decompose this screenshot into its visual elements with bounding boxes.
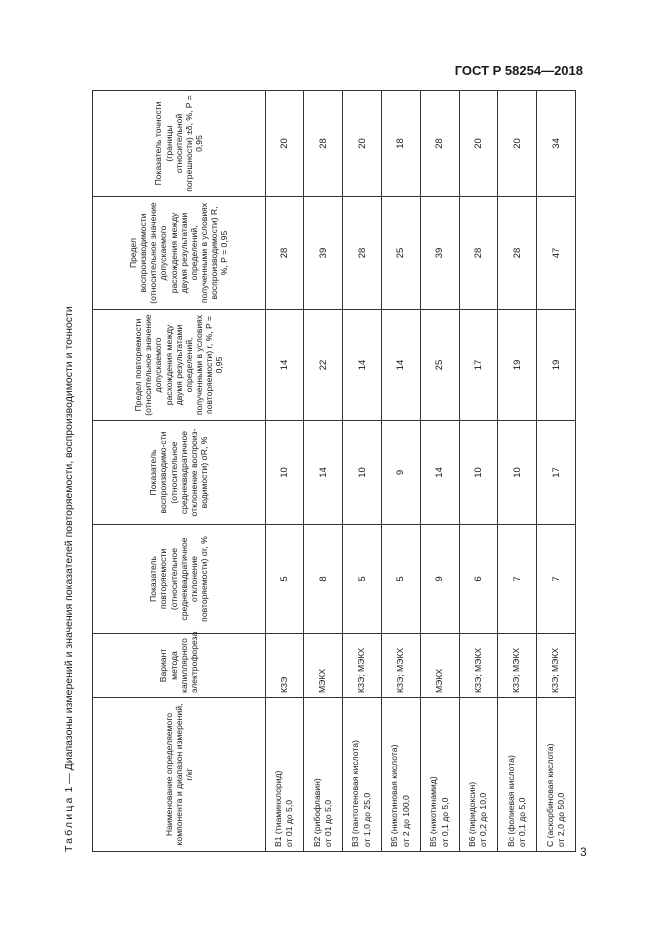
component-name: B5 (никотинамид) bbox=[428, 776, 439, 847]
repeatability-sd-cell: 5 bbox=[381, 525, 420, 634]
caption-label: Таблица bbox=[63, 795, 75, 852]
accuracy-cell: 20 bbox=[459, 91, 498, 197]
header-reproducibility-sd: Показатель воспроизводимо-сти (относительное среднеквадратичное отклонение воспроиз-водимости) σR, % bbox=[93, 421, 266, 525]
component-cell bbox=[420, 698, 459, 852]
reproducibility-limit-cell: 28 bbox=[265, 197, 304, 310]
repeatability-limit-cell: 22 bbox=[304, 310, 343, 421]
reproducibility-sd-cell: 10 bbox=[265, 421, 304, 525]
repeatability-limit-cell: 19 bbox=[537, 310, 576, 421]
component-name: Bc (фолиевая кислота) bbox=[505, 755, 516, 847]
header-reproducibility-limit: Предел воспроизводимости (относительное значение допускаемого расхождения между двумя результатами определений, полученными в условиях воспроизводимости) R, %, P = 0,95 bbox=[93, 197, 266, 310]
table-row bbox=[343, 91, 382, 852]
component-name: C (аскорбиновая кислота) bbox=[544, 743, 555, 847]
component-range: от 0,1 до 5,0 bbox=[517, 797, 528, 847]
repeatability-sd-cell: 5 bbox=[343, 525, 382, 634]
reproducibility-limit-cell: 25 bbox=[381, 197, 420, 310]
header-method: Вариант метода капиллярного электрофореза bbox=[93, 634, 266, 698]
page-number: 3 bbox=[580, 845, 587, 859]
repeatability-limit-cell: 14 bbox=[265, 310, 304, 421]
header-component: Наименование определяемого компонента и диапазон измерений, г/кг bbox=[93, 698, 266, 852]
header-row bbox=[93, 91, 266, 852]
accuracy-cell: 28 bbox=[304, 91, 343, 197]
reproducibility-sd-cell: 14 bbox=[304, 421, 343, 525]
reproducibility-limit-cell: 28 bbox=[343, 197, 382, 310]
component-name: B5 (никотиновая кислота) bbox=[389, 744, 400, 847]
method-cell: КЗЭ; МЭКХ bbox=[537, 634, 576, 698]
repeatability-limit-cell: 25 bbox=[420, 310, 459, 421]
caption-number: 1 bbox=[63, 786, 75, 793]
component-range: от 01 до 5,0 bbox=[284, 800, 295, 847]
component-cell bbox=[537, 698, 576, 852]
reproducibility-limit-cell: 39 bbox=[420, 197, 459, 310]
rotated-table-area bbox=[46, 91, 576, 852]
method-cell: КЗЭ; МЭКХ bbox=[343, 634, 382, 698]
component-cell bbox=[304, 698, 343, 852]
component-name: B6 (пиридоксин) bbox=[466, 781, 477, 847]
component-cell bbox=[265, 698, 304, 852]
accuracy-cell: 20 bbox=[498, 91, 537, 197]
repeatability-sd-cell: 6 bbox=[459, 525, 498, 634]
header-accuracy: Показатель точности (границы относительной погрешности) ±δ, %, P = 0,95 bbox=[93, 91, 266, 197]
component-range: от 0,1 до 5,0 bbox=[439, 797, 450, 847]
repeatability-limit-cell: 14 bbox=[343, 310, 382, 421]
caption-text: — Диапазоны измерений и значения показателей повторяемости, воспроизводимости и точности bbox=[63, 306, 75, 787]
component-range: от 01 до 5,0 bbox=[323, 800, 334, 847]
header-repeatability-limit: Предел повторяемости (относительное значение допускаемого расхождения между двумя результатами определений, полученными в условиях повторяемости) r, %, P = 0,95 bbox=[93, 310, 266, 421]
component-range: от 0,2 до 10,0 bbox=[478, 792, 489, 847]
component-cell bbox=[343, 698, 382, 852]
repeatability-sd-cell: 8 bbox=[304, 525, 343, 634]
component-name: B1 (тиаминхлорид) bbox=[272, 770, 283, 847]
accuracy-cell: 18 bbox=[381, 91, 420, 197]
reproducibility-limit-cell: 28 bbox=[459, 197, 498, 310]
component-cell bbox=[381, 698, 420, 852]
reproducibility-sd-cell: 17 bbox=[537, 421, 576, 525]
accuracy-cell: 20 bbox=[343, 91, 382, 197]
reproducibility-sd-cell: 9 bbox=[381, 421, 420, 525]
component-cell bbox=[459, 698, 498, 852]
table-row bbox=[420, 91, 459, 852]
method-cell: МЭКХ bbox=[420, 634, 459, 698]
method-cell: КЗЭ; МЭКХ bbox=[381, 634, 420, 698]
table-row bbox=[265, 91, 304, 852]
method-cell: МЭКХ bbox=[304, 634, 343, 698]
component-name: B3 (пантотеновая кислота) bbox=[350, 740, 361, 847]
method-cell: КЗЭ; МЭКХ bbox=[459, 634, 498, 698]
table-row bbox=[304, 91, 343, 852]
table-row bbox=[459, 91, 498, 852]
accuracy-cell: 34 bbox=[537, 91, 576, 197]
table-row bbox=[537, 91, 576, 852]
reproducibility-sd-cell: 10 bbox=[343, 421, 382, 525]
reproducibility-sd-cell: 14 bbox=[420, 421, 459, 525]
repeatability-sd-cell: 9 bbox=[420, 525, 459, 634]
method-cell: КЗЭ bbox=[265, 634, 304, 698]
table-row bbox=[381, 91, 420, 852]
component-range: от 2,0 до 50,0 bbox=[556, 792, 567, 847]
repeatability-sd-cell: 7 bbox=[537, 525, 576, 634]
repeatability-limit-cell: 17 bbox=[459, 310, 498, 421]
repeatability-sd-cell: 5 bbox=[265, 525, 304, 634]
method-cell: КЗЭ; МЭКХ bbox=[498, 634, 537, 698]
component-range: от 1,0 до 25,0 bbox=[362, 792, 373, 847]
reproducibility-limit-cell: 39 bbox=[304, 197, 343, 310]
reproducibility-sd-cell: 10 bbox=[498, 421, 537, 525]
reproducibility-sd-cell: 10 bbox=[459, 421, 498, 525]
reproducibility-limit-cell: 28 bbox=[498, 197, 537, 310]
accuracy-cell: 28 bbox=[420, 91, 459, 197]
header-repeatability-sd: Показатель повторяемости (относительное среднеквадратичное отклонение повторяемости) σr, % bbox=[93, 525, 266, 634]
component-cell bbox=[498, 698, 537, 852]
repeatability-limit-cell: 19 bbox=[498, 310, 537, 421]
standard-number: ГОСТ Р 58254—2018 bbox=[454, 63, 583, 78]
table-row bbox=[498, 91, 537, 852]
repeatability-limit-cell: 14 bbox=[381, 310, 420, 421]
component-name: B2 (рибофлавин) bbox=[311, 778, 322, 847]
accuracy-cell: 20 bbox=[265, 91, 304, 197]
repeatability-sd-cell: 7 bbox=[498, 525, 537, 634]
table-caption bbox=[46, 91, 92, 852]
component-range: от 2 до 100,0 bbox=[400, 795, 411, 847]
reproducibility-limit-cell: 47 bbox=[537, 197, 576, 310]
data-table bbox=[92, 90, 576, 852]
